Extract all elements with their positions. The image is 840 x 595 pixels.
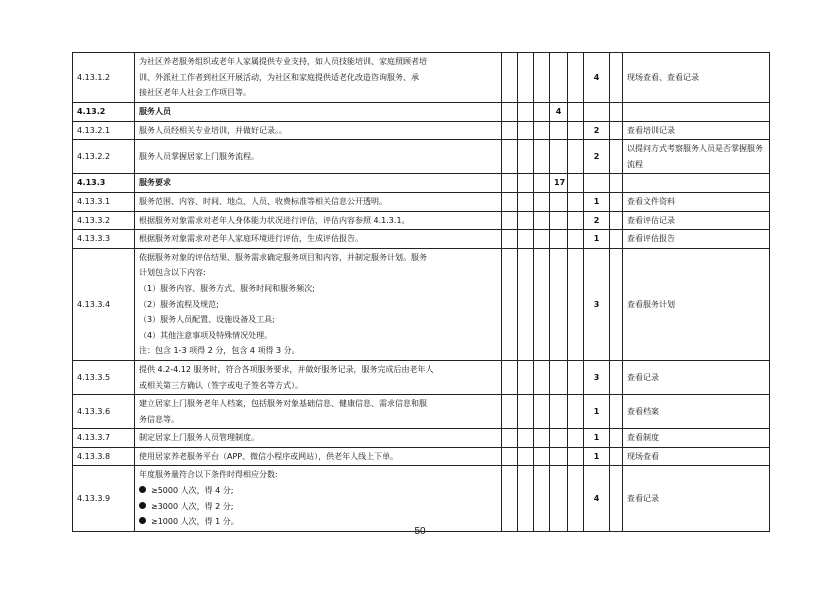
table-row bbox=[73, 140, 770, 174]
item-content bbox=[135, 429, 502, 448]
table-row bbox=[73, 466, 770, 531]
item-score: 2 bbox=[584, 140, 610, 174]
blank-cell bbox=[502, 103, 518, 122]
item-code: 4.13.3.7 bbox=[73, 429, 135, 448]
item-content bbox=[135, 466, 502, 531]
blank-cell bbox=[534, 395, 550, 429]
content-line: 训、外派社工作者到社区开展活动，为社区和家庭提供适老化改造咨询服务、承 bbox=[139, 72, 419, 82]
blank-cell bbox=[502, 230, 518, 249]
content-line: （2）服务流程及规范; bbox=[139, 299, 219, 309]
blank-cell bbox=[610, 429, 623, 448]
blank-cell bbox=[502, 360, 518, 394]
table-row bbox=[73, 395, 770, 429]
method-line: 现场查看 bbox=[627, 451, 659, 461]
item-content bbox=[135, 248, 502, 360]
blank-cell bbox=[518, 248, 534, 360]
item-code: 4.13.3.9 bbox=[73, 466, 135, 531]
blank-cell bbox=[534, 53, 550, 103]
blank-cell bbox=[610, 211, 623, 230]
item-content bbox=[135, 447, 502, 466]
blank-cell bbox=[568, 103, 584, 122]
blank-cell bbox=[610, 466, 623, 531]
scoring-table bbox=[72, 52, 770, 532]
blank-cell bbox=[610, 360, 623, 394]
table-row bbox=[73, 429, 770, 448]
blank-cell bbox=[534, 174, 550, 193]
content-line: 使用居家养老服务平台（APP、微信小程序或网站），供老年人线上下单。 bbox=[139, 451, 399, 461]
blank-cell bbox=[568, 121, 584, 140]
method-line: 查看评估报告 bbox=[627, 234, 675, 244]
blank-cell bbox=[610, 53, 623, 103]
group-score bbox=[550, 121, 568, 140]
content-line: 服务人员掌握居家上门服务流程。 bbox=[139, 151, 259, 161]
blank-cell bbox=[518, 53, 534, 103]
group-score: 4 bbox=[550, 103, 568, 122]
check-method bbox=[623, 360, 770, 394]
check-method bbox=[623, 103, 770, 122]
check-method bbox=[623, 447, 770, 466]
item-code: 4.13.3.1 bbox=[73, 192, 135, 211]
item-content bbox=[135, 395, 502, 429]
method-line: 查看制度 bbox=[627, 433, 659, 443]
content-line: （1）服务内容、服务方式、服务时间和服务频次; bbox=[139, 283, 315, 293]
item-content bbox=[135, 121, 502, 140]
content-line: 依据服务对象的评估结果、服务需求确定服务项目和内容，并制定服务计划。服务 bbox=[139, 252, 427, 262]
item-code: 4.13.3 bbox=[73, 174, 135, 193]
item-score: 1 bbox=[584, 395, 610, 429]
blank-cell bbox=[502, 211, 518, 230]
content-line: 为社区养老服务组织或老年人家属提供专业支持，如人员技能培训、家庭照顾者培 bbox=[139, 57, 427, 67]
content-line: （4）其他注意事项及特殊情况处理。 bbox=[139, 330, 273, 340]
group-score bbox=[550, 53, 568, 103]
content-line: 务信息等。 bbox=[139, 414, 179, 424]
blank-cell bbox=[610, 395, 623, 429]
item-code: 4.13.1.2 bbox=[73, 53, 135, 103]
content-line: 服务人员经相关专业培训，并做好记录。。 bbox=[139, 125, 287, 135]
blank-cell bbox=[568, 395, 584, 429]
item-code: 4.13.3.6 bbox=[73, 395, 135, 429]
check-method bbox=[623, 121, 770, 140]
blank-cell bbox=[534, 211, 550, 230]
blank-cell bbox=[534, 230, 550, 249]
blank-cell bbox=[534, 121, 550, 140]
blank-cell bbox=[534, 192, 550, 211]
blank-cell bbox=[610, 192, 623, 211]
item-code: 4.13.3.4 bbox=[73, 248, 135, 360]
group-score bbox=[550, 230, 568, 249]
content-line: 服务人员 bbox=[139, 107, 171, 116]
check-method bbox=[623, 192, 770, 211]
check-method bbox=[623, 466, 770, 531]
item-code: 4.13.3.2 bbox=[73, 211, 135, 230]
group-score bbox=[550, 466, 568, 531]
content-line: 计划包含以下内容: bbox=[139, 268, 206, 278]
check-method bbox=[623, 248, 770, 360]
method-line: 查看档案 bbox=[627, 406, 659, 416]
item-score bbox=[584, 103, 610, 122]
blank-cell bbox=[518, 174, 534, 193]
group-score bbox=[550, 447, 568, 466]
content-line: 提供 4.2-4.12 服务时，符合各项服务要求，并做好服务记录，服务完成后由老年人 bbox=[139, 364, 434, 374]
group-score: 17 bbox=[550, 174, 568, 193]
blank-cell bbox=[518, 121, 534, 140]
group-score bbox=[550, 192, 568, 211]
table-row bbox=[73, 248, 770, 360]
check-method bbox=[623, 174, 770, 193]
content-line: （3）服务人员配置、设施设备及工具; bbox=[139, 315, 275, 325]
item-code: 4.13.3.5 bbox=[73, 360, 135, 394]
item-score: 3 bbox=[584, 360, 610, 394]
method-line: 查看文件资料 bbox=[627, 196, 675, 206]
group-score bbox=[550, 395, 568, 429]
item-content bbox=[135, 230, 502, 249]
content-line: 制定居家上门服务人员管理制度。 bbox=[139, 433, 259, 443]
blank-cell bbox=[568, 360, 584, 394]
table-body bbox=[73, 53, 770, 532]
item-code: 4.13.2.2 bbox=[73, 140, 135, 174]
content-line: 或相关第三方确认（签字或电子签名等方式）。 bbox=[139, 380, 303, 390]
group-score bbox=[550, 429, 568, 448]
group-score bbox=[550, 140, 568, 174]
check-method bbox=[623, 429, 770, 448]
item-score: 1 bbox=[584, 230, 610, 249]
table-row bbox=[73, 211, 770, 230]
table-row bbox=[73, 192, 770, 211]
item-code: 4.13.2 bbox=[73, 103, 135, 122]
blank-cell bbox=[518, 447, 534, 466]
blank-cell bbox=[610, 140, 623, 174]
item-score: 1 bbox=[584, 192, 610, 211]
blank-cell bbox=[518, 140, 534, 174]
bullet-icon bbox=[139, 502, 146, 509]
table-row bbox=[73, 230, 770, 249]
blank-cell bbox=[518, 429, 534, 448]
check-method bbox=[623, 140, 770, 174]
blank-cell bbox=[518, 230, 534, 249]
check-method bbox=[623, 230, 770, 249]
blank-cell bbox=[568, 466, 584, 531]
blank-cell bbox=[610, 121, 623, 140]
content-line: 接社区老年人社会工作项目等。 bbox=[139, 88, 251, 98]
bullet-text: ≥5000 人次，得 4 分; bbox=[151, 486, 234, 496]
blank-cell bbox=[610, 103, 623, 122]
item-score: 3 bbox=[584, 248, 610, 360]
table-row bbox=[73, 360, 770, 394]
blank-cell bbox=[568, 230, 584, 249]
content-line: 年度服务量符合以下条件时得相应分数: bbox=[139, 470, 278, 480]
blank-cell bbox=[534, 429, 550, 448]
check-method bbox=[623, 53, 770, 103]
blank-cell bbox=[610, 230, 623, 249]
blank-cell bbox=[502, 466, 518, 531]
content-line: 注：包含 1-3 项得 2 分，包含 4 项得 3 分。 bbox=[139, 346, 300, 356]
blank-cell bbox=[502, 192, 518, 211]
blank-cell bbox=[518, 466, 534, 531]
blank-cell bbox=[610, 174, 623, 193]
blank-cell bbox=[568, 447, 584, 466]
method-line: 查看记录 bbox=[627, 493, 659, 503]
table-row bbox=[73, 53, 770, 103]
item-content bbox=[135, 103, 502, 122]
blank-cell bbox=[568, 248, 584, 360]
blank-cell bbox=[534, 360, 550, 394]
item-score: 2 bbox=[584, 211, 610, 230]
bullet-text: ≥3000 人次，得 2 分; bbox=[151, 501, 234, 511]
blank-cell bbox=[534, 466, 550, 531]
blank-cell bbox=[502, 447, 518, 466]
item-score: 4 bbox=[584, 53, 610, 103]
item-score: 1 bbox=[584, 429, 610, 448]
bullet-text: ≥1000 人次，得 1 分。 bbox=[151, 517, 239, 527]
blank-cell bbox=[518, 395, 534, 429]
content-line: 根据服务对象需求对老年人家庭环境进行评估，生成评估报告。 bbox=[139, 234, 363, 244]
table-row bbox=[73, 103, 770, 122]
blank-cell bbox=[502, 429, 518, 448]
blank-cell bbox=[502, 248, 518, 360]
group-score bbox=[550, 360, 568, 394]
blank-cell bbox=[610, 248, 623, 360]
bullet-item bbox=[139, 499, 497, 515]
blank-cell bbox=[518, 192, 534, 211]
blank-cell bbox=[502, 53, 518, 103]
blank-cell bbox=[502, 395, 518, 429]
method-line: 以提问方式考察服务人员是否掌握服务 bbox=[627, 144, 763, 154]
group-score bbox=[550, 248, 568, 360]
blank-cell bbox=[568, 192, 584, 211]
method-line: 现场查看、查看记录 bbox=[627, 72, 699, 82]
blank-cell bbox=[518, 360, 534, 394]
item-score: 2 bbox=[584, 121, 610, 140]
blank-cell bbox=[534, 140, 550, 174]
item-content bbox=[135, 53, 502, 103]
item-code: 4.13.3.8 bbox=[73, 447, 135, 466]
blank-cell bbox=[502, 121, 518, 140]
blank-cell bbox=[502, 174, 518, 193]
content-line: 服务要求 bbox=[139, 178, 171, 188]
item-code: 4.13.2.1 bbox=[73, 121, 135, 140]
bullet-item bbox=[139, 483, 497, 499]
group-score bbox=[550, 211, 568, 230]
blank-cell bbox=[534, 103, 550, 122]
page-number: 50 bbox=[414, 526, 426, 537]
item-score: 1 bbox=[584, 447, 610, 466]
bullet-icon bbox=[139, 517, 146, 524]
content-line: 服务范围、内容、时间、地点、人员、收费标准等相关信息公开透明。 bbox=[139, 196, 387, 206]
table-row bbox=[73, 121, 770, 140]
item-content bbox=[135, 140, 502, 174]
item-content bbox=[135, 211, 502, 230]
blank-cell bbox=[568, 211, 584, 230]
table-row bbox=[73, 174, 770, 193]
item-score bbox=[584, 174, 610, 193]
method-line: 查看培训记录 bbox=[627, 125, 675, 135]
blank-cell bbox=[534, 248, 550, 360]
item-content bbox=[135, 360, 502, 394]
blank-cell bbox=[518, 103, 534, 122]
blank-cell bbox=[568, 53, 584, 103]
bullet-icon bbox=[139, 486, 146, 493]
content-line: 根据服务对象需求对老年人身体能力状况进行评估，评估内容参照 4.1.3.1。 bbox=[139, 215, 410, 225]
item-score: 4 bbox=[584, 466, 610, 531]
blank-cell bbox=[568, 174, 584, 193]
blank-cell bbox=[534, 447, 550, 466]
blank-cell bbox=[518, 211, 534, 230]
table-row bbox=[73, 447, 770, 466]
item-content bbox=[135, 174, 502, 193]
check-method bbox=[623, 211, 770, 230]
item-content bbox=[135, 192, 502, 211]
item-code: 4.13.3.3 bbox=[73, 230, 135, 249]
blank-cell bbox=[610, 447, 623, 466]
method-line: 查看服务计划 bbox=[627, 299, 675, 309]
method-line: 流程 bbox=[627, 159, 643, 169]
method-line: 查看记录 bbox=[627, 372, 659, 382]
blank-cell bbox=[568, 429, 584, 448]
method-line: 查看评估记录 bbox=[627, 215, 675, 225]
content-line: 建立居家上门服务老年人档案，包括服务对象基础信息、健康信息、需求信息和服 bbox=[139, 399, 427, 409]
blank-cell bbox=[568, 140, 584, 174]
check-method bbox=[623, 395, 770, 429]
blank-cell bbox=[502, 140, 518, 174]
